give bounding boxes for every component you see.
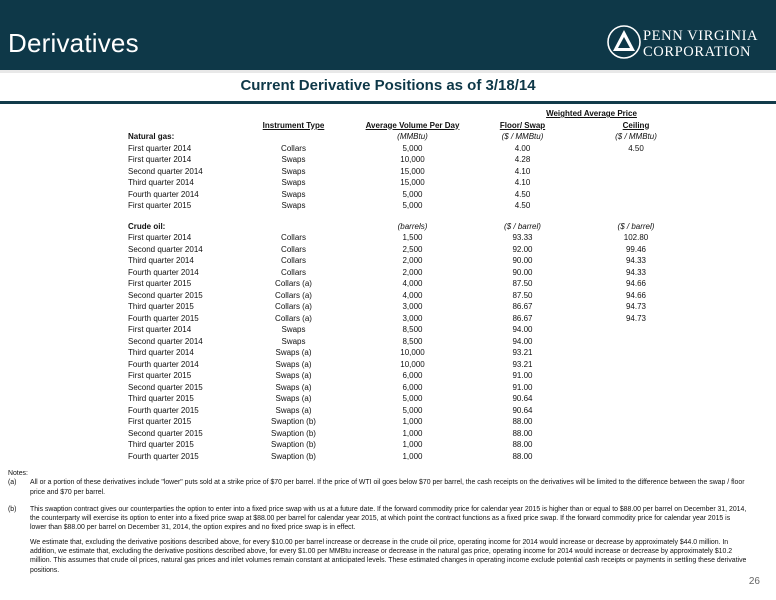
section-label: Crude oil: — [128, 221, 166, 231]
floor-swap-cell: 86.67 — [512, 302, 533, 311]
volume-cell: 6,000 — [402, 382, 423, 392]
floor-swap-cell: 4.10 — [514, 166, 531, 176]
instrument-cell: Swaption (b) — [271, 417, 316, 426]
ceiling-cell — [567, 451, 705, 463]
table-row — [128, 143, 705, 155]
volume-cell: 10,000 — [400, 348, 425, 357]
floor-swap-cell: 88.00 — [512, 428, 533, 438]
table-row — [128, 267, 705, 279]
volume-cell: 1,000 — [402, 440, 423, 449]
volume-cell: 15,000 — [400, 178, 425, 187]
ceiling-cell — [567, 324, 705, 336]
instrument-cell: Swaps — [281, 201, 306, 210]
volume-cell: 1,000 — [402, 451, 423, 461]
instrument-cell: Swaps — [281, 336, 306, 346]
ceiling-cell — [567, 154, 705, 166]
table-row — [128, 189, 705, 201]
ceiling-cell: 94.33 — [625, 267, 647, 277]
table-row — [128, 301, 705, 313]
instrument-cell: Swaps — [281, 166, 306, 176]
instrument-cell: Swaps — [281, 325, 306, 334]
floor-swap-cell: 86.67 — [512, 313, 533, 323]
instrument-cell: Collars — [281, 244, 306, 254]
table-row — [128, 255, 705, 267]
ceiling-cell: 94.66 — [625, 279, 647, 288]
section-spacer — [128, 212, 705, 221]
floor-swap-cell: 94.00 — [512, 325, 533, 334]
page-number: 26 — [748, 576, 760, 587]
table-row — [128, 359, 705, 371]
notes-heading: Notes: — [8, 470, 28, 477]
period-cell: Second quarter 2015 — [128, 290, 203, 300]
volume-cell: 5,000 — [402, 394, 423, 403]
ceiling-cell — [567, 359, 705, 371]
period-cell: First quarter 2015 — [128, 417, 192, 426]
instrument-cell: Collars (a) — [275, 313, 312, 323]
table-row — [128, 244, 705, 256]
section-header-row — [128, 131, 705, 143]
instrument-cell: Collars — [281, 256, 306, 265]
period-cell: First quarter 2014 — [128, 155, 192, 164]
instrument-cell: Swaps (a) — [275, 348, 312, 357]
table-row — [128, 154, 705, 166]
floor-swap-cell: 87.50 — [512, 279, 533, 288]
ceiling-cell: 94.33 — [625, 256, 647, 265]
ceiling-cell: 94.73 — [625, 313, 647, 323]
ceiling-cell — [567, 347, 705, 359]
volume-unit: (MMBtu) — [397, 132, 428, 141]
floor-swap-cell: 88.00 — [512, 451, 533, 461]
ceiling-cell — [567, 405, 705, 417]
volume-cell: 10,000 — [400, 359, 425, 369]
instrument-cell: Swaps (a) — [275, 405, 312, 415]
ceiling-cell — [567, 393, 705, 405]
floor-swap-cell: 88.00 — [512, 417, 533, 426]
volume-cell: 4,000 — [402, 279, 423, 288]
period-cell: Fourth quarter 2014 — [128, 359, 199, 369]
table-row — [128, 393, 705, 405]
volume-cell: 2,000 — [402, 256, 423, 265]
ceiling-cell: 94.73 — [625, 302, 647, 311]
volume-cell: 5,000 — [402, 143, 423, 153]
period-cell: Third quarter 2014 — [128, 348, 194, 357]
floor-swap-cell: 93.33 — [512, 233, 533, 242]
floor-swap-cell: 90.00 — [512, 267, 533, 277]
ceiling-cell — [567, 439, 705, 451]
table-row — [128, 177, 705, 189]
table-row — [128, 382, 705, 394]
table-row — [128, 347, 705, 359]
note-a-text: All or a portion of these derivatives include "lower" puts sold at a strike price of $70 per barrel. If the price of WTI oil goes below $70 per barrel, the cash receipts on the derivatives will be limited to the difference between the swap / floor price and $70 per barrel. — [30, 479, 745, 496]
ceiling-cell — [567, 336, 705, 348]
instrument-cell: Swaps (a) — [275, 371, 312, 380]
ceiling-cell — [567, 166, 705, 178]
instrument-cell: Swaps — [281, 178, 306, 187]
volume-cell: 5,000 — [402, 201, 423, 210]
ceiling-cell — [567, 428, 705, 440]
period-cell: Fourth quarter 2015 — [128, 405, 199, 415]
instrument-cell: Collars — [281, 143, 306, 153]
note-b — [8, 505, 748, 575]
ceiling-cell — [567, 370, 705, 382]
period-cell: First quarter 2014 — [128, 143, 192, 153]
company-logo — [607, 25, 767, 65]
period-cell: Second quarter 2015 — [128, 428, 203, 438]
column-header-volume: Average Volume Per Day — [365, 120, 460, 130]
volume-cell: 15,000 — [400, 166, 425, 176]
period-cell: Third quarter 2014 — [128, 256, 194, 265]
ceiling-cell — [567, 177, 705, 189]
floor-swap-cell: 4.28 — [514, 155, 531, 164]
ceiling-cell: 99.46 — [625, 244, 647, 254]
period-cell: First quarter 2015 — [128, 201, 192, 210]
derivatives-table — [128, 108, 705, 462]
ceiling-cell — [567, 189, 705, 201]
instrument-cell: Swaps (a) — [275, 382, 312, 392]
table-row — [128, 336, 705, 348]
table-row — [128, 428, 705, 440]
instrument-cell: Collars — [281, 233, 306, 242]
floor-swap-cell: 4.10 — [514, 178, 531, 187]
floor-swap-cell: 90.64 — [512, 394, 533, 403]
instrument-cell: Collars (a) — [275, 279, 312, 288]
floor-swap-cell: 91.00 — [512, 371, 533, 380]
instrument-cell: Swaps — [281, 189, 306, 199]
period-cell: Fourth quarter 2015 — [128, 451, 199, 461]
table-row — [128, 313, 705, 325]
volume-cell: 5,000 — [402, 405, 423, 415]
ceiling-cell — [567, 200, 705, 212]
instrument-cell: Swaps — [281, 155, 306, 164]
volume-cell: 3,000 — [402, 313, 423, 323]
sensitivity-text: We estimate that, excluding the derivative positions described above, for every $10.00 per barrel increase or decrease in the crude oil price, operating income for 2014 would increase or decrease by approximately $44.0 million. In addition, we estimate that, excluding the derivative positions described above, for every $1.00 per MMBtu increase or decrease in the natural gas price, operating income for 2014 would increase or decrease by approximately $10.2 million. This assumes that crude oil prices, natural gas prices and inlet volumes remain constant at anticipated levels. These estimated changes in operating income exclude potential cash receipts or payments in settling these derivative positions. — [30, 538, 747, 574]
logo-text — [643, 28, 758, 60]
logo-line-1: PENN VIRGINIA — [643, 28, 759, 44]
volume-cell: 8,500 — [402, 325, 423, 334]
table-row — [128, 278, 705, 290]
instrument-cell: Collars — [281, 267, 306, 277]
table-row — [128, 439, 705, 451]
logo-line-2: CORPORATION — [643, 44, 752, 60]
note-a-label: (a) — [8, 479, 17, 487]
instrument-cell: Swaption (b) — [271, 440, 316, 449]
instrument-cell: Swaption (b) — [271, 428, 316, 438]
note-b-label: (b) — [8, 505, 17, 513]
period-cell: Second quarter 2015 — [128, 382, 203, 392]
note-b-text: This swaption contract gives our counterparties the option to enter into a fixed price swap with us at a future date. If the forward commodity price for calendar year 2015 is higher than or equal to $88.00 per barrel on December 31, 2014, the counterparty will exercise its option to enter into a fixed price swap at $88.00 per barrel for calendar year 2015, at which point the contract functions as a fixed price swap. If the forward commodity price for calendar year 2015 is lower than $88.00 per barrel on December 31, 2014, the option expires and no fixed price swap is in effect. — [30, 505, 747, 532]
instrument-cell: Collars (a) — [275, 302, 312, 311]
ceiling-cell — [567, 416, 705, 428]
table-row — [128, 370, 705, 382]
period-cell: Second quarter 2014 — [128, 336, 203, 346]
table-row — [128, 416, 705, 428]
volume-cell: 4,000 — [402, 290, 423, 300]
section-header-row — [128, 221, 705, 233]
period-cell: Third quarter 2015 — [128, 302, 194, 311]
floor-swap-cell: 93.21 — [512, 359, 533, 369]
notes-section — [8, 469, 748, 583]
period-cell: Fourth quarter 2014 — [128, 189, 199, 199]
volume-cell: 5,000 — [402, 189, 423, 199]
period-cell: First quarter 2014 — [128, 325, 192, 334]
floor-swap-cell: 92.00 — [512, 244, 533, 254]
table-row — [128, 166, 705, 178]
volume-cell: 8,500 — [402, 336, 423, 346]
table-row — [128, 290, 705, 302]
floor-swap-cell: 4.00 — [514, 143, 531, 153]
period-cell: Fourth quarter 2015 — [128, 313, 199, 323]
ceiling-unit: ($ / barrel) — [617, 221, 655, 231]
floor-swap-cell: 4.50 — [514, 201, 531, 210]
triangle-logo-icon — [607, 25, 641, 59]
volume-cell: 1,000 — [402, 417, 423, 426]
floor-unit: ($ / barrel) — [504, 221, 541, 231]
table-row — [128, 232, 705, 244]
page-subtitle: Current Derivative Positions as of 3/18/14 — [240, 77, 536, 94]
period-cell: Third quarter 2015 — [128, 440, 194, 449]
ceiling-cell: 94.66 — [625, 290, 647, 300]
subtitle-bar — [0, 73, 776, 104]
floor-swap-cell: 90.64 — [512, 405, 533, 415]
volume-cell: 1,500 — [402, 233, 423, 242]
floor-swap-cell: 91.00 — [512, 382, 533, 392]
volume-cell: 3,000 — [402, 302, 423, 311]
period-cell: Third quarter 2015 — [128, 394, 194, 403]
ceiling-cell — [567, 382, 705, 394]
floor-swap-cell: 87.50 — [512, 290, 533, 300]
group-header: Weighted Average Price — [546, 109, 637, 118]
floor-unit: ($ / MMBtu) — [501, 132, 544, 141]
column-header-ceiling: Ceiling — [622, 120, 650, 130]
volume-cell: 10,000 — [400, 155, 425, 164]
ceiling-cell: 102.80 — [623, 233, 649, 242]
volume-cell: 2,500 — [402, 244, 423, 254]
instrument-cell: Collars (a) — [275, 290, 312, 300]
period-cell: First quarter 2015 — [128, 279, 192, 288]
floor-swap-cell: 90.00 — [512, 256, 533, 265]
volume-cell: 6,000 — [402, 371, 423, 380]
instrument-cell: Swaps (a) — [275, 394, 312, 403]
ceiling-unit: ($ / MMBtu) — [615, 132, 657, 141]
page-title: Derivatives — [8, 28, 139, 58]
column-header-instrument: Instrument Type — [262, 120, 325, 130]
period-cell: Second quarter 2014 — [128, 244, 203, 254]
table-row — [128, 324, 705, 336]
volume-unit: (barrels) — [397, 221, 428, 231]
instrument-cell: Swaps (a) — [275, 359, 312, 369]
period-cell: Third quarter 2014 — [128, 178, 194, 187]
floor-swap-cell: 94.00 — [512, 336, 533, 346]
period-cell: First quarter 2015 — [128, 371, 192, 380]
floor-swap-cell: 4.50 — [514, 189, 531, 199]
period-cell: First quarter 2014 — [128, 233, 192, 242]
section-label: Natural gas: — [128, 132, 175, 141]
floor-swap-cell: 88.00 — [512, 440, 533, 449]
column-header-floor-swap: Floor/ Swap — [499, 120, 546, 130]
volume-cell: 1,000 — [402, 428, 423, 438]
note-a — [8, 478, 748, 497]
instrument-cell: Swaption (b) — [271, 451, 316, 461]
table-row — [128, 200, 705, 212]
table-row — [128, 451, 705, 463]
period-cell: Fourth quarter 2014 — [128, 267, 199, 277]
ceiling-cell: 4.50 — [628, 143, 644, 153]
table-row — [128, 405, 705, 417]
volume-cell: 2,000 — [402, 267, 423, 277]
floor-swap-cell: 93.21 — [512, 348, 533, 357]
period-cell: Second quarter 2014 — [128, 166, 203, 176]
